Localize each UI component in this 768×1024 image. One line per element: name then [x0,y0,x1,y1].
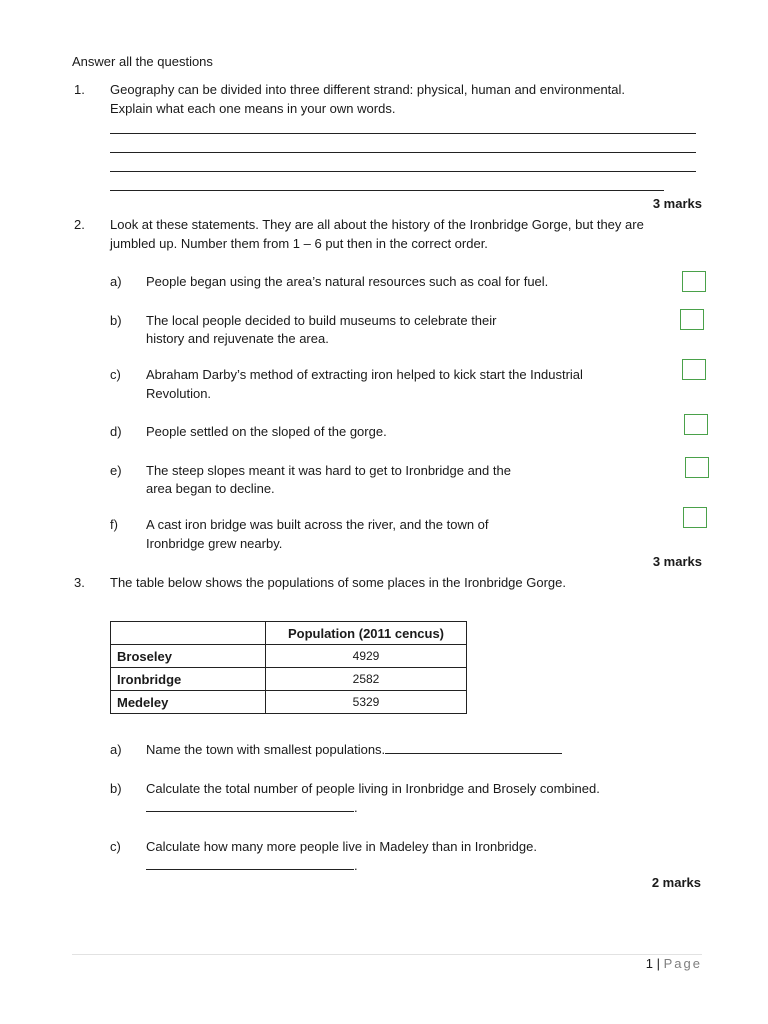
q3-part-c-answer [146,856,358,875]
q1-answer-line-2[interactable] [110,152,696,153]
q1-marks: 3 marks [652,196,702,211]
q2-item-text-cont: Ironbridge grew nearby. [146,536,283,551]
q2-line1: Look at these statements. They are all about the history of the Ironbridge Gorge, but they are [110,217,644,232]
q3-part-a-text: Name the town with smallest populations. [146,742,386,757]
table-header-row [111,622,467,645]
q3-part-b-period: . [354,800,358,815]
q2-item-letter: c) [110,367,121,382]
q1-line1: Geography can be divided into three different strand: physical, human and environmental. [110,82,626,97]
page-footer [646,956,702,971]
table-header-cell [111,622,266,645]
q2-item-text: Abraham Darby’s method of extracting iron helped to kick start the Industrial [146,367,583,382]
q2-item-letter: e) [110,463,122,478]
q3-part-c-answer-line[interactable] [146,856,354,870]
footer-divider [72,954,702,955]
q3-part-b-answer [146,798,358,817]
page-label: Page [663,956,702,971]
q2-item-letter: b) [110,313,122,328]
q2-answer-box-f[interactable] [683,507,707,528]
q2-item-text: People settled on the sloped of the gorge. [146,424,387,439]
q3-part-letter: c) [110,839,121,854]
q2-item-text-cont: Revolution. [146,386,212,401]
q3-part-b-answer-line[interactable] [146,798,354,812]
table-cell-place: Ironbridge [111,668,266,691]
table-cell-place: Medeley [111,691,266,714]
q2-item-letter: a) [110,274,122,289]
q2-item-letter: f) [110,517,118,532]
table-cell-population: 4929 [266,645,467,668]
page-number: 1 [645,956,653,971]
q3-part-a-answer-line[interactable] [385,740,562,754]
q3-part-c-period: . [354,858,358,873]
instructions: Answer all the questions [72,54,213,69]
q3-marks: 2 marks [651,875,701,890]
table-cell-population: 2582 [266,668,467,691]
q3-part-a [146,740,562,759]
q1-line2: Explain what each one means in your own words. [110,101,396,116]
q3-line1: The table below shows the populations of some places in the Ironbridge Gorge. [110,575,566,590]
q2-answer-box-d[interactable] [684,414,708,435]
table-cell-place: Broseley [111,645,266,668]
q3-number: 3. [74,575,85,590]
q3-part-b-text: Calculate the total number of people living in Ironbridge and Brosely combined. [146,781,600,796]
population-table [110,621,467,714]
q3-part-c-text: Calculate how many more people live in Madeley than in Ironbridge. [146,839,537,854]
q1-answer-line-4[interactable] [110,190,664,191]
table-cell-population: 5329 [266,691,467,714]
q2-item-text: The local people decided to build museums to celebrate their [146,313,497,328]
q1-number: 1. [74,82,85,97]
q2-item-text: A cast iron bridge was built across the river, and the town of [146,517,489,532]
q2-answer-box-a[interactable] [682,271,706,292]
q2-line2: jumbled up. Number them from 1 – 6 put then in the correct order. [110,236,488,251]
page-separator: | [656,956,660,971]
q1-answer-line-3[interactable] [110,171,696,172]
q2-answer-box-b[interactable] [680,309,704,330]
q2-number: 2. [74,217,85,232]
table-header-cell: Population (2011 cencus) [266,622,467,645]
q2-answer-box-c[interactable] [682,359,706,380]
q2-item-text-cont: area began to decline. [146,481,275,496]
q2-item-text-cont: history and rejuvenate the area. [146,331,329,346]
table-row [111,645,467,668]
q2-item-text: People began using the area’s natural resources such as coal for fuel. [146,274,549,289]
table-row [111,668,467,691]
q2-item-text: The steep slopes meant it was hard to get to Ironbridge and the [146,463,511,478]
q1-answer-line-1[interactable] [110,133,696,134]
q3-part-letter: a) [110,742,122,757]
q3-part-letter: b) [110,781,122,796]
q2-answer-box-e[interactable] [685,457,709,478]
table-row [111,691,467,714]
q2-marks: 3 marks [652,554,702,569]
q2-item-letter: d) [110,424,122,439]
